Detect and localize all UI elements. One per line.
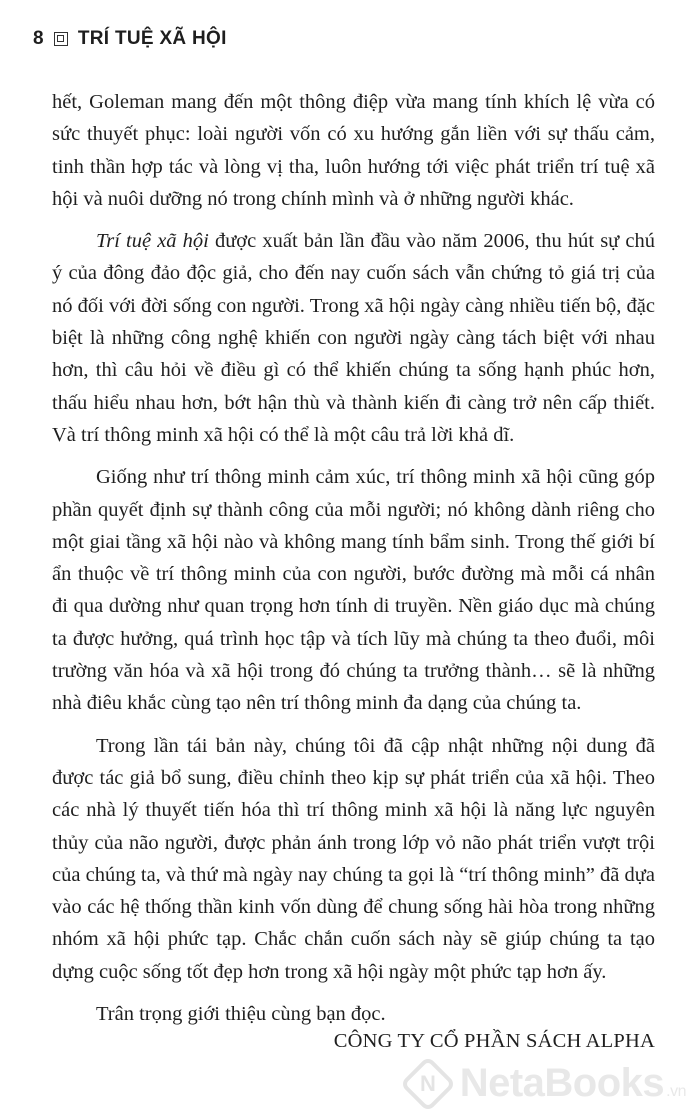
book-title: TRÍ TUỆ XÃ HỘI bbox=[77, 28, 227, 49]
watermark bbox=[408, 1061, 686, 1106]
book-title-italic: Trí tuệ xã hội bbox=[96, 230, 209, 253]
paragraph-2-text: được xuất bản lần đầu vào năm 2006, thu hút sự chú ý của đông đảo độc giả, cho đến nay cuốn sách vẫn chứng tỏ giá trị của nó đối với đời sống con người. Trong xã hội ngày càng nhiều tiến bộ, đặc biệt là những công nghệ khiến con người ngày càng tách biệt với nhau hơn, thì câu hỏi về điều gì có thể khiến chúng ta sống hạnh phúc hơn, thấu hiểu nhau hơn, bớt hận thù và thành kiến đi càng trở nên cấp thiết. Và trí thông minh xã hội có thể là một câu trả lời khả dĩ. bbox=[52, 230, 655, 446]
paragraph-3: Giống như trí thông minh cảm xúc, trí thông minh xã hội cũng góp phần quyết định sự thành công của mỗi người; nó không dành riêng cho một giai tầng xã hội nào và không mang tính bẩm sinh. Trong thế giới bí ẩn thuộc về trí thông minh của con người, bước đường mà mỗi cá nhân đi qua dường như quan trọng hơn tính di truyền. Nền giáo dục mà chúng ta được hưởng, quá trình học tập và tích lũy mà chúng ta theo đuổi, môi trường văn hóa và xã hội trong đó chúng ta trưởng thành… sẽ là những nhà điêu khắc cùng tạo nên trí thông minh đa dạng của chúng ta. bbox=[52, 466, 655, 715]
publisher-signature: CÔNG TY CỔ PHẦN SÁCH ALPHA bbox=[333, 1030, 655, 1052]
paragraph-1: hết, Goleman mang đến một thông điệp vừa mang tính khích lệ vừa có sức thuyết phục: loài người vốn có xu hướng gắn liền với sự thấu cảm, tinh thần hợp tác và lòng vị tha, luôn hướng tới việc phát triển trí tuệ xã hội và nuôi dưỡng nó trong chính mình và ở những người khác. bbox=[52, 91, 655, 210]
body-text bbox=[52, 86, 655, 1034]
watermark-text: NetaBooks .vn bbox=[459, 1061, 686, 1105]
watermark-logo-icon: N bbox=[399, 1055, 456, 1112]
page-number: 8 bbox=[33, 28, 44, 49]
paragraph-closing: Trân trọng giới thiệu cùng bạn đọc. bbox=[96, 1003, 386, 1026]
paragraph-4: Trong lần tái bản này, chúng tôi đã cập nhật những nội dung đã được tác giả bổ sung, điều chỉnh theo kịp sự phát triển của xã hội. Theo các nhà lý thuyết tiến hóa thì trí thông minh xã hội là năng lực nguyên thủy của não người, được phản ánh trong lớp vỏ não phát triển vượt trội của chúng ta, và thứ mà ngày nay chúng ta gọi là “trí thông minh” đã dựa vào các hệ thống thần kinh vốn dùng để chung sống hài hòa trong những nhóm xã hội phức tạp. Chắc chắn cuốn sách này sẽ giúp chúng ta tạo dựng cuộc sống tốt đẹp hơn trong xã hội ngày một phức tạp hơn ấy. bbox=[52, 734, 655, 983]
running-header bbox=[33, 28, 227, 50]
paragraph-2 bbox=[52, 225, 655, 451]
square-ornament-icon bbox=[54, 32, 68, 46]
